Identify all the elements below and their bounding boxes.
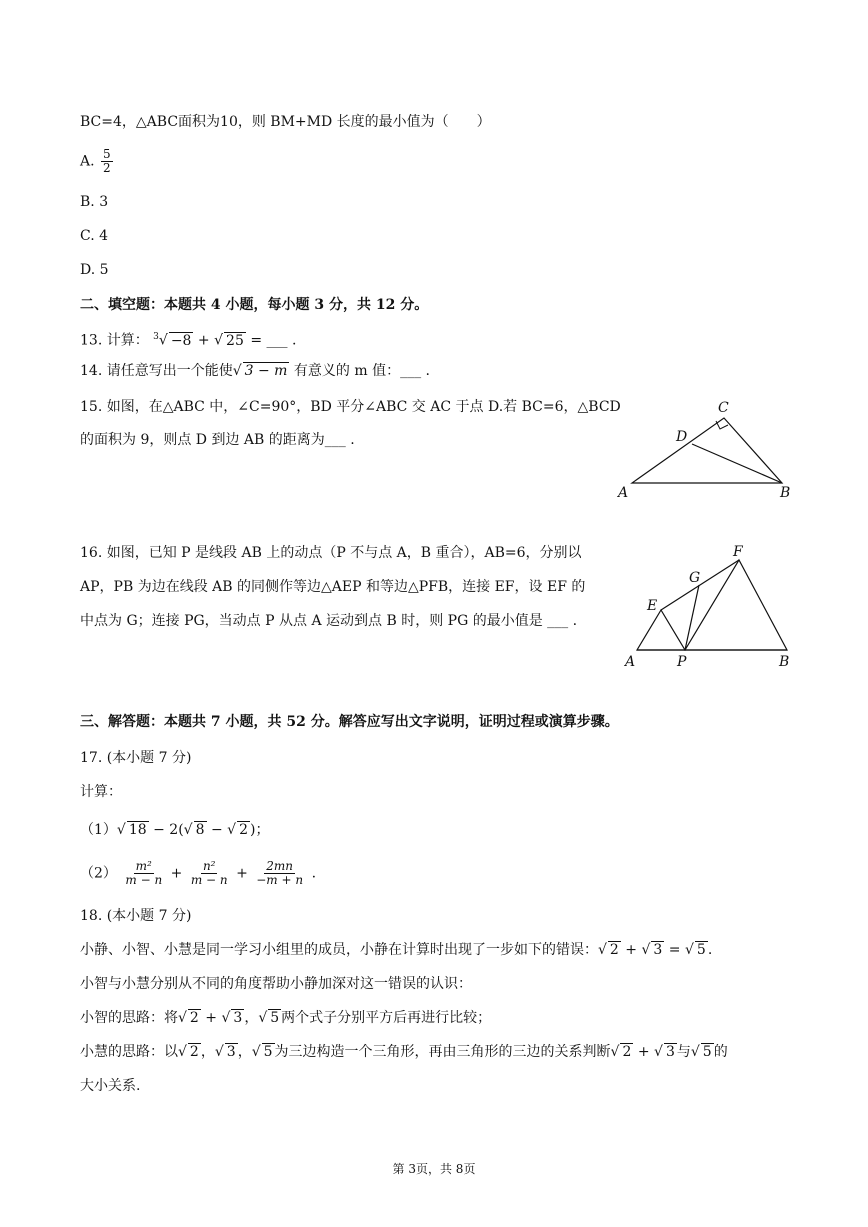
comma: ， (244, 1010, 259, 1026)
fraction-denominator: m − n (190, 873, 228, 887)
text: 与 (676, 1044, 691, 1060)
radicand: 5 (696, 942, 706, 958)
fraction-numerator: 2mn (266, 859, 294, 873)
segment-bd (692, 444, 782, 483)
q18-header: 18. (本小题 7 分) (80, 908, 192, 924)
label-f: F (733, 544, 743, 560)
q12-option-d: D. 5 (80, 262, 109, 278)
radicand: 2 (609, 942, 619, 958)
radicand: 3 (233, 1010, 243, 1026)
q17-header: 17. (本小题 7 分) (80, 750, 192, 766)
q18-line-3: 小智的思路：将√ 2 + √ 3 ，√ 5 两个式子分别平方后再进行比较； (80, 1010, 492, 1026)
q13-prefix: 13. 计算： (80, 332, 149, 349)
plus-sign: + (197, 332, 210, 349)
comma: ， (237, 1044, 252, 1060)
q16-line-3: 中点为 G；连接 PG，当动点 P 从点 A 运动到点 B 时，则 PG 的最小值是 ___ . (80, 613, 578, 629)
section-3-title: 三、解答题：本题共 7 小题，共 52 分。解答应写出文字说明，证明过程或演算步骤。 (80, 714, 619, 730)
q18-line-4: 小慧的思路：以√ 2 ，√ 3 ，√ 5 为三边构造一个三角形，再由三角形的三边的关系判断√ 2 + √ 3 与√ 5 的 (80, 1044, 728, 1060)
q14-suffix: 有意义的 m 值：___ . (293, 363, 430, 379)
operator: + (200, 1010, 222, 1026)
option-a-prefix: A. (80, 153, 95, 170)
q13-suffix: = ___ . (250, 332, 297, 349)
q12-stem: BC=4，△ABC面积为10，则 BM+MD 长度的最小值为（ ） (80, 114, 491, 130)
label-c: C (718, 400, 729, 416)
radicand: −8 (170, 332, 192, 349)
radicand: 18 (128, 822, 147, 838)
radicand: 3 − m (244, 363, 288, 379)
radicand: 2 (189, 1010, 199, 1026)
text: 两个式子分别平方后再进行比较； (281, 1010, 492, 1026)
radicand: 5 (270, 1010, 280, 1026)
q18-line-2: 小智与小慧分别从不同的角度帮助小静加深对这一错误的认识： (80, 976, 472, 992)
q13: 13. 计算： $^3$√ −8 + √ 25 = ___ . (80, 332, 297, 349)
label-b: B (779, 654, 790, 670)
plus-sign: + (170, 865, 183, 882)
q18-line-1: 小静、小智、小慧是同一学习小组里的成员，小静在计算时出现了一步如下的错误：√ 2 + √ 3 = √ 5 . (80, 942, 713, 958)
section-2-title: 二、填空题：本题共 4 小题，每小题 3 分，共 12 分。 (80, 297, 429, 313)
fraction-numerator: m² (135, 859, 152, 873)
label-a: A (625, 654, 636, 670)
q14: 14. 请任意写出一个能使√ 3 − m 有意义的 m 值：___ . (80, 363, 430, 379)
fraction-numerator: 5 (103, 147, 111, 161)
fraction-numerator: n² (202, 859, 216, 873)
radicand: 2 (239, 822, 248, 838)
comma: ， (200, 1044, 215, 1060)
label-g: G (689, 570, 701, 586)
fraction-denominator: m − n (125, 873, 163, 887)
radicand: 5 (263, 1044, 273, 1060)
label-d: D (676, 429, 688, 445)
text: 小静、小智、小慧是同一学习小组里的成员，小静在计算时出现了一步如下的错误： (80, 942, 598, 958)
q15-line-1: 15. 如图，在△ABC 中，∠C=90°，BD 平分∠ABC 交 AC 于点 D.若 BC=6，△BCD (80, 399, 621, 415)
text: 的 (713, 1044, 728, 1060)
radicand: 3 (653, 942, 663, 958)
radicand: 2 (622, 1044, 632, 1060)
q15-line-2: 的面积为 9，则点 D 到边 AB 的距离为___ . (80, 432, 355, 448)
text: 小智的思路：将 (80, 1010, 178, 1026)
label-e: E (647, 598, 658, 614)
radicand: 3 (226, 1044, 236, 1060)
radicand: 3 (665, 1044, 675, 1060)
q17-part-1: （1）√ 18 − 2(√ 8 − √ 2 )； (80, 822, 270, 838)
figure-q16 (615, 540, 805, 675)
fraction-denominator: −m + n (256, 873, 304, 887)
text: 为三边构造一个三角形，再由三角形的三边的关系判断 (274, 1044, 611, 1060)
part-label: （2） (80, 865, 117, 882)
q12-option-b: B. 3 (80, 194, 109, 210)
segment-pg (685, 585, 699, 650)
operator: + (633, 1044, 655, 1060)
plus-sign: + (236, 865, 248, 882)
q16-line-1: 16. 如图，已知 P 是线段 AB 上的动点（P 不与点 A，B 重合），AB=6，分别以 (80, 545, 582, 561)
fraction (254, 860, 305, 887)
fraction (123, 860, 164, 887)
radicand: 8 (195, 822, 205, 838)
triangle-aep (637, 610, 685, 650)
operator: − (206, 822, 228, 838)
operator: − 2( (148, 822, 184, 838)
operator: = (664, 942, 685, 958)
q16-line-2: AP，PB 为边在线段 AB 的同侧作等边△AEP 和等边△PFB，连接 EF，设 EF 的 (80, 579, 586, 595)
part-label: （1） (80, 822, 117, 838)
radicand: 2 (189, 1044, 199, 1060)
q17-part-2 (80, 860, 316, 887)
root-index: 3 (153, 332, 159, 342)
q14-prefix: 14. 请任意写出一个能使 (80, 363, 233, 379)
period: . (707, 942, 713, 958)
fraction (101, 148, 113, 175)
period: . (311, 865, 317, 882)
operator: + (620, 942, 642, 958)
text: 小慧的思路：以 (80, 1044, 178, 1060)
fraction (189, 860, 230, 887)
triangle-pfb (685, 560, 787, 650)
q12-option-c: C. 4 (80, 228, 109, 244)
q18-line-5: 大小关系. (80, 1078, 141, 1094)
radicand: 5 (702, 1044, 712, 1060)
page-footer: 第 3页，共 8页 (392, 1162, 476, 1176)
label-p: P (677, 654, 687, 670)
q12-option-a (80, 148, 115, 175)
fraction-denominator: 2 (103, 161, 111, 175)
q17-intro: 计算： (80, 784, 122, 800)
label-a: A (618, 485, 629, 501)
operator: )； (250, 822, 270, 838)
label-b: B (780, 485, 791, 501)
figure-q15 (610, 395, 800, 505)
radicand: 25 (226, 332, 244, 349)
